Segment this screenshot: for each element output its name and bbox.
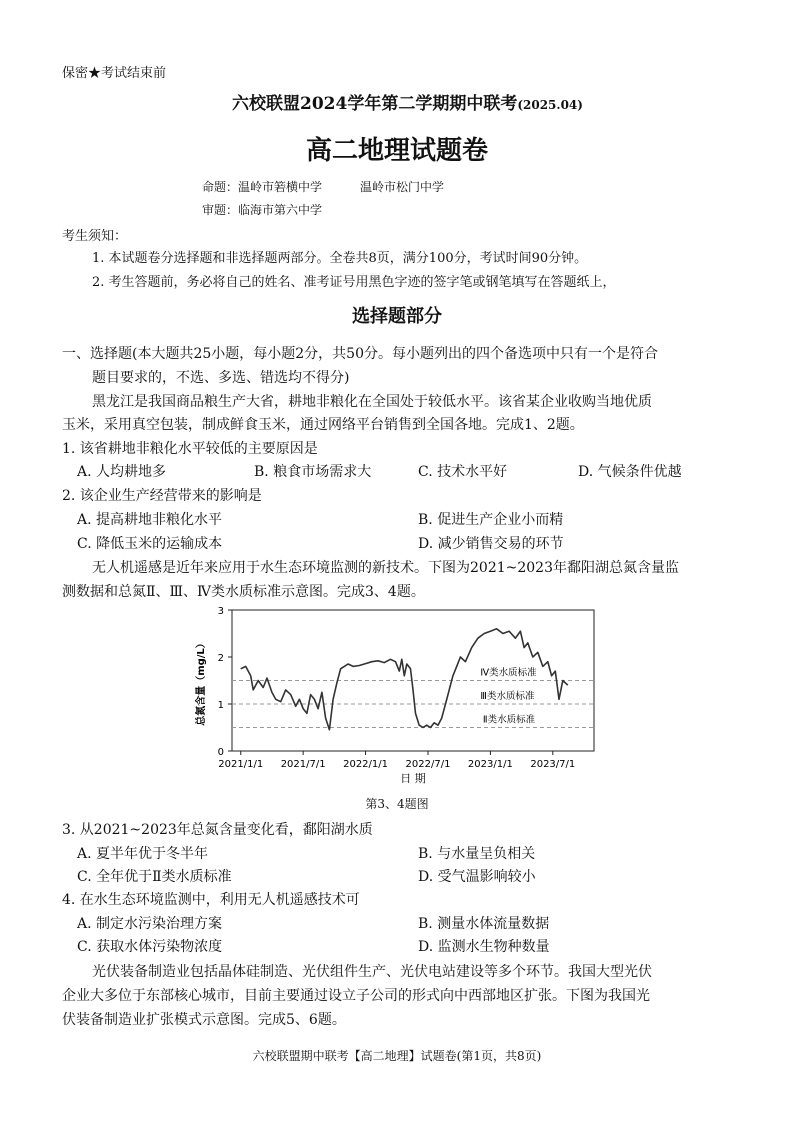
y-tick-label: 3 bbox=[217, 606, 224, 617]
q4-option-a[interactable]: A. 制定水污染治理方案 bbox=[77, 916, 223, 932]
q2-option-a[interactable]: A. 提高耕地非粮化水平 bbox=[77, 512, 223, 528]
q2-option-d[interactable]: D. 减少销售交易的环节 bbox=[418, 536, 564, 552]
passage1-line1: 黑龙江是我国商品粮生产大省，耕地非粮化在全国处于较低水平。该省某企业收购当地优质 bbox=[92, 394, 652, 410]
q1-option-c[interactable]: C. 技术水平好 bbox=[418, 464, 508, 480]
q1-stem: 1. 该省耕地非粮化水平较低的主要原因是 bbox=[62, 441, 318, 457]
plot-frame bbox=[232, 610, 594, 751]
page-title: 高二地理试题卷 bbox=[305, 136, 488, 166]
x-tick-label: 2022/7/1 bbox=[405, 759, 451, 770]
q4-stem: 4. 在水生态环境监测中，利用无人机遥感技术可 bbox=[62, 892, 360, 908]
x-tick-label: 2023/1/1 bbox=[467, 759, 513, 770]
x-tick-label: 2022/1/1 bbox=[343, 759, 389, 770]
notice-item-2: 2. 考生答题前，务必将自己的姓名、准考证号用黑色字迹的签字笔或钢笔填写在答题纸上， bbox=[92, 275, 616, 290]
y-tick-label: 1 bbox=[217, 700, 224, 711]
q3-stem: 3. 从2021~2023年总氮含量变化看，鄱阳湖水质 bbox=[62, 822, 373, 838]
q3-option-a[interactable]: A. 夏半年优于冬半年 bbox=[77, 846, 209, 862]
x-tick-label: 2023/7/1 bbox=[530, 759, 576, 770]
q3-option-d[interactable]: D. 受气温影响较小 bbox=[418, 869, 536, 885]
q4-option-c[interactable]: C. 获取水体污染物浓度 bbox=[77, 939, 223, 955]
passage3-line2: 企业大多位于东部核心城市，目前主要通过设立子公司的形式向中西部地区扩张。下图为我国光 bbox=[62, 988, 650, 1004]
exam-title: 六校联盟2024学年第二学期期中联考(2025.04) bbox=[232, 94, 583, 114]
page-footer: 六校联盟期中联考【高二地理】试题卷(第1页，共8页) bbox=[252, 1049, 542, 1063]
q2-option-c[interactable]: C. 降低玉米的运输成本 bbox=[77, 536, 223, 552]
chart-caption: 第3、4题图 bbox=[365, 797, 429, 811]
confidential-mark: 保密★考试结束前 bbox=[62, 66, 167, 81]
x-tick-label: 2021/7/1 bbox=[280, 759, 326, 770]
q3-option-b[interactable]: B. 与水量呈负相关 bbox=[418, 846, 536, 862]
q2-option-b[interactable]: B. 促进生产企业小而精 bbox=[418, 512, 564, 528]
passage2-line2: 测数据和总氮Ⅱ、Ⅲ、Ⅳ类水质标准示意图。完成3、4题。 bbox=[62, 584, 425, 600]
standard-label: Ⅱ类水质标准 bbox=[482, 714, 536, 726]
passage3-line1: 光伏装备制造业包括晶体硅制造、光伏组件生产、光伏电站建设等多个环节。我国大型光伏 bbox=[92, 964, 652, 980]
standard-label: Ⅲ类水质标准 bbox=[480, 691, 535, 702]
passage2-line1: 无人机遥感是近年来应用于水生态环境监测的新技术。下图为2021~2023年鄱阳湖总氮含量监 bbox=[92, 560, 679, 576]
section-intro-line2: 题目要求的，不选、多选、错选均不得分) bbox=[92, 370, 350, 386]
y-tick-label: 0 bbox=[217, 747, 224, 758]
standard-label: Ⅳ类水质标准 bbox=[480, 667, 537, 679]
notice-heading: 考生须知： bbox=[62, 229, 128, 244]
x-axis-label: 日 期 bbox=[400, 772, 426, 785]
x-tick-label: 2021/1/1 bbox=[218, 759, 264, 770]
section-intro-line1: 一、选择题(本大题共25小题，每小题2分，共50分。每小题列出的四个备选项中只有一个是符合 bbox=[62, 346, 658, 362]
q4-option-b[interactable]: B. 测量水体流量数据 bbox=[418, 916, 550, 932]
q1-option-a[interactable]: A. 人均耕地多 bbox=[77, 464, 167, 480]
q1-option-b[interactable]: B. 粮食市场需求大 bbox=[254, 464, 372, 480]
q3-option-c[interactable]: C. 全年优于Ⅱ类水质标准 bbox=[77, 869, 232, 885]
y-tick-label: 2 bbox=[217, 653, 224, 664]
setters: 命题：温岭市箬横中学 温岭市松门中学 bbox=[202, 180, 445, 194]
passage3-line3: 伏装备制造业扩张模式示意图。完成5、6题。 bbox=[62, 1012, 346, 1028]
section-title: 选择题部分 bbox=[352, 306, 442, 327]
nitrogen-chart bbox=[180, 600, 620, 790]
passage1-line2: 玉米，采用真空包装，制成鲜食玉米，通过网络平台销售到全国各地。完成1、2题。 bbox=[62, 417, 584, 433]
q4-option-d[interactable]: D. 监测水生物种数量 bbox=[418, 939, 550, 955]
notice-item-1: 1. 本试题卷分选择题和非选择题两部分。全卷共8页，满分100分，考试时间90分钟。 bbox=[92, 251, 588, 266]
y-axis-label: 总氮含量（mg/L） bbox=[196, 638, 207, 726]
q2-stem: 2. 该企业生产经营带来的影响是 bbox=[62, 488, 262, 504]
q1-option-d[interactable]: D. 气候条件优越 bbox=[578, 464, 682, 480]
reviewer: 审题：临海市第六中学 bbox=[202, 203, 323, 217]
